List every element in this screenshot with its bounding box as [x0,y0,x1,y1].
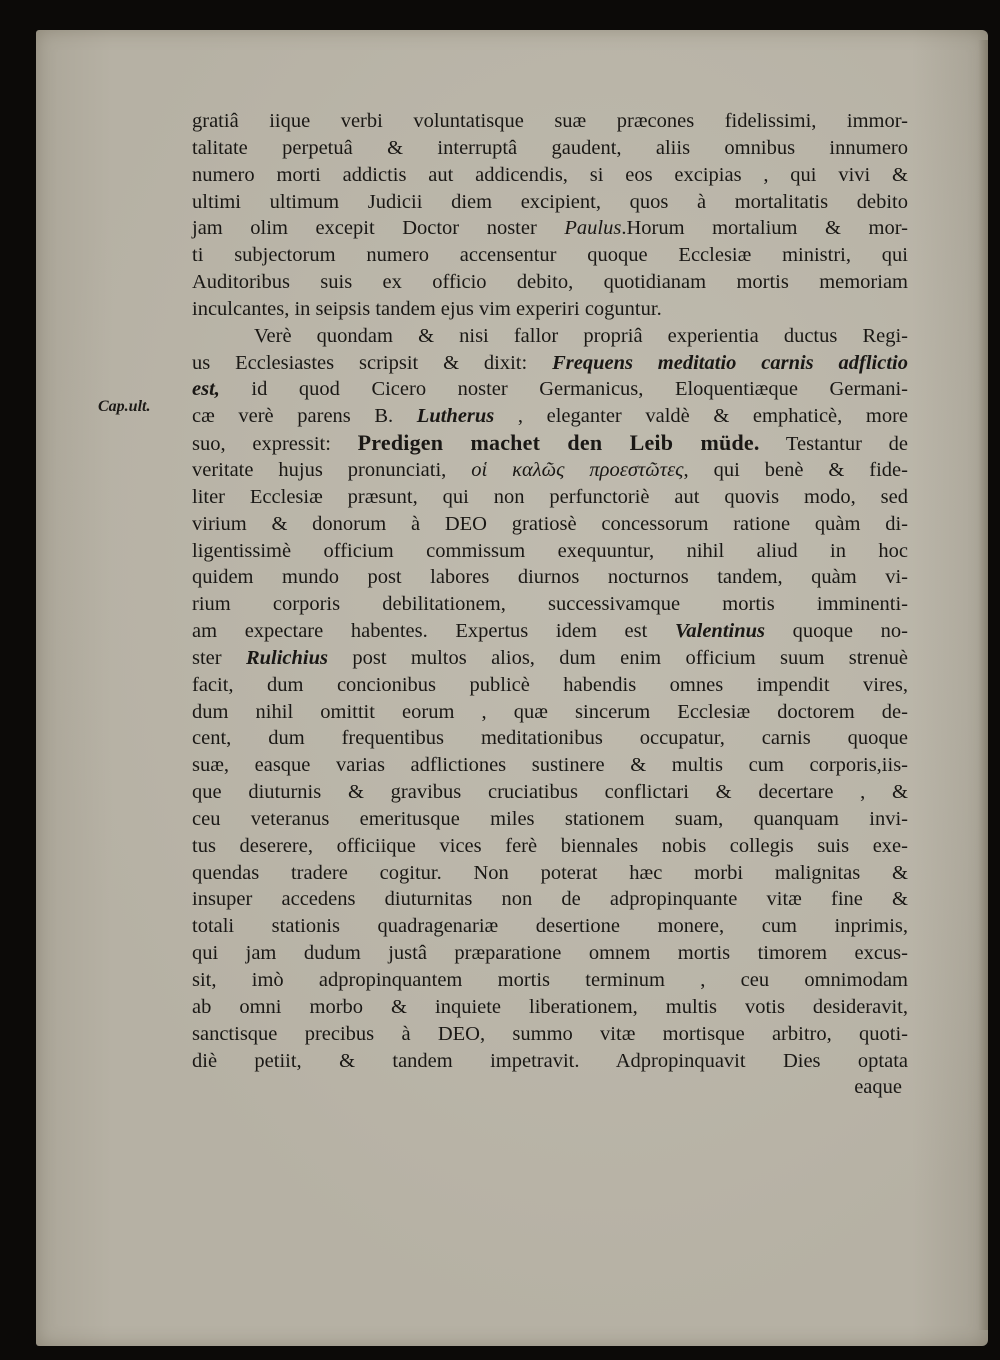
text-line: insuper accedens diuturnitas non de adpropinquante vitæ fine & [192,888,908,911]
text-line: cæ verè parens B. Lutherus , eleganter valdè & emphaticè, more [192,405,908,428]
text-line: quendas tradere cogitur. Non poterat hæc morbi malignitas & [192,861,908,884]
text-line: us Ecclesiastes scripsit & dixit: Frequens meditatio carnis adflictio [192,351,908,374]
text-line: qui jam dudum justâ præparatione omnem mortis timorem excus- [192,942,908,965]
text-line: liter Ecclesiæ præsunt, qui non perfunctoriè aut quovis modo, sed [192,485,908,508]
text-line: gratiâ iique verbi voluntatisque suæ præcones fidelissimi, immor- [192,110,908,132]
name-lutherus: Lutherus [416,405,495,428]
text-line: ster Rulichius post multos alios, dum enim officium suum strenuè [192,646,908,669]
margin-note: Cap.ult. [98,398,151,415]
text-line: veritate hujus pronunciati, οἱ καλῶς προεστῶτες, qui benè & fide- [192,458,908,481]
text-line: jam olim excepit Doctor noster Paulus.Horum mortalium & mor- [192,217,908,240]
catchword: eaque [854,1076,902,1099]
text-line: ultimi ultimum Judicii diem excipient, quos à mortalitatis debito [192,190,908,213]
text-line: que diuturnis & gravibus cruciatibus conflictari & decertare , & [192,781,908,804]
text-line: totali stationis quadragenariæ desertione monere, cum inprimis, [192,915,908,938]
text-line: est, id quod Cicero noster Germanicus, Eloquentiæque Germani- [192,378,908,401]
text-line: suo, expressit: Predigen machet den Leib müde. Testantur de [192,430,908,456]
quotation-latin-end: est, [192,378,220,401]
text-line: Verè quondam & nisi fallor propriâ experientia ductus Regi- [254,324,908,347]
text-line: ab omni morbo & inquiete liberationem, multis votis desideravit, [192,995,908,1018]
name-valentinus: Valentinus [674,620,765,643]
text-line: ceu veteranus emeritusque miles stationem suam, quanquam invi- [192,807,908,830]
text-line: rium corporis debilitationem, successivamque mortis imminenti- [192,593,908,616]
page-edge-shadow [978,40,988,1330]
text-line: diè petiit, & tandem impetravit. Adpropinquavit Dies optata [192,1049,908,1072]
text-line: suæ, easque varias adflictiones sustinere & multis cum corporis,iis- [192,754,908,777]
quotation-greek: οἱ καλῶς προεστῶτες [471,458,684,481]
name-paulus: Paulus [564,217,622,240]
text-line: talitate perpetuâ & interruptâ gaudent, aliis omnibus innumero [192,136,908,159]
text-line: numero morti addictis aut addicendis, si eos excipias , qui vivi & [192,163,908,186]
text-line: tus deserere, officiique vices ferè biennales nobis collegis suis exe- [192,834,908,857]
text-line: virium & donorum à DEO gratiosè concessorum ratione quàm di- [192,512,908,535]
quotation-german: Predigen machet den Leib müde. [357,430,760,456]
quotation-latin: Frequens meditatio carnis adflictio [552,351,908,374]
text-line: cent, dum frequentibus meditationibus occupatur, carnis quoque [192,727,908,750]
text-line: am expectare habentes. Expertus idem est Valentinus quoque no- [192,620,908,643]
text-line: quidem mundo post labores diurnos nocturnos tandem, quàm vi- [192,566,908,589]
text-line: dum nihil omittit eorum , quæ sincerum Ecclesiæ doctorem de- [192,700,908,723]
text-line: Auditoribus suis ex officio debito, quotidianam mortis memoriam [192,271,908,294]
text-line: facit, dum concionibus publicè habendis omnes impendit vires, [192,673,908,696]
name-rulichius: Rulichius [245,646,329,669]
text-line: inculcantes, in seipsis tandem ejus vim experiri coguntur. [192,297,662,320]
text-line: sanctisque precibus à DEO, summo vitæ mortisque arbitro, quoti- [192,1022,908,1045]
body-text [192,108,908,1101]
text-line: ligentissimè officium commissum exequuntur, nihil aliud in hoc [192,539,908,562]
text-line: sit, imò adpropinquantem mortis terminum , ceu omnimodam [192,969,908,991]
text-line: ti subjectorum numero accensentur quoque Ecclesiæ ministri, qui [192,244,908,267]
